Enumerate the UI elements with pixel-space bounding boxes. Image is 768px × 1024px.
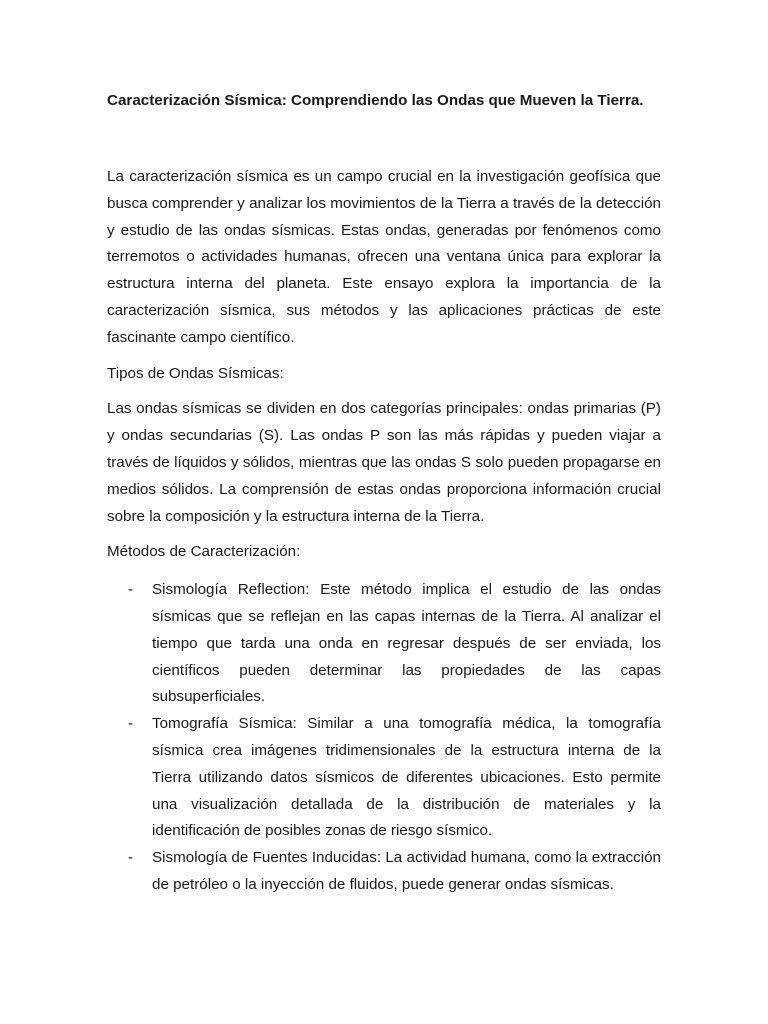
list-item [107, 711, 661, 845]
list-item [107, 577, 661, 711]
list-bullet: - [128, 581, 134, 599]
section-heading-wave-types: Tipos de Ondas Sísmicas: [107, 364, 284, 382]
intro-paragraph: La caracterización sísmica es un campo crucial en la investigación geofísica que busca comprender y analizar los movimientos de la Tierra a través de la detección y estudio de las ondas sísmicas. Estas ondas, generadas por fenómenos como terremotos o actividades humanas, ofrecen una ventana única para explorar la estructura interna del planeta. Este ensayo explora la importancia de la caracterización sísmica, sus métodos y las aplicaciones prácticas de este fascinante campo científico. [107, 168, 661, 346]
wave-types-paragraph: Las ondas sísmicas se dividen en dos categorías principales: ondas primarias (P) y ondas secundarias (S). Las ondas P son las más rápidas y pueden viajar a través de líquidos y sólidos, mientras que las ondas S solo pueden propagarse en medios sólidos. La comprensión de estas ondas proporciona información crucial sobre la composición y la estructura interna de la Tierra. [107, 400, 661, 525]
method-reflection-text: Sismología Reflection: Este método implica el estudio de las ondas sísmicas que se reflejan en las capas internas de la Tierra. Al analizar el tiempo que tarda una onda en regresar después de ser enviada, los científicos pueden determinar las propiedades de las capas subsuperficiales. [152, 581, 661, 706]
method-induced-sources-text: Sismología de Fuentes Inducidas: La actividad humana, como la extracción de petróleo o la inyección de fluidos, puede generar ondas sísmicas. [152, 849, 661, 893]
methods-list [107, 577, 661, 899]
section-heading-methods: Métodos de Caracterización: [107, 543, 301, 561]
list-bullet: - [128, 715, 134, 733]
document-title: Caracterización Sísmica: Comprendiendo las Ondas que Mueven la Tierra. [107, 92, 644, 109]
method-tomography-text: Tomografía Sísmica: Similar a una tomografía médica, la tomografía sísmica crea imágenes tridimensionales de la estructura interna de la Tierra utilizando datos sísmicos de diferentes ubicaciones. Esto permite una visualización detallada de la distribución de materiales y la identificación de posibles zonas de riesgo sísmico. [152, 715, 661, 840]
list-bullet: - [128, 849, 134, 867]
document-body [107, 91, 661, 899]
list-item [107, 845, 661, 899]
